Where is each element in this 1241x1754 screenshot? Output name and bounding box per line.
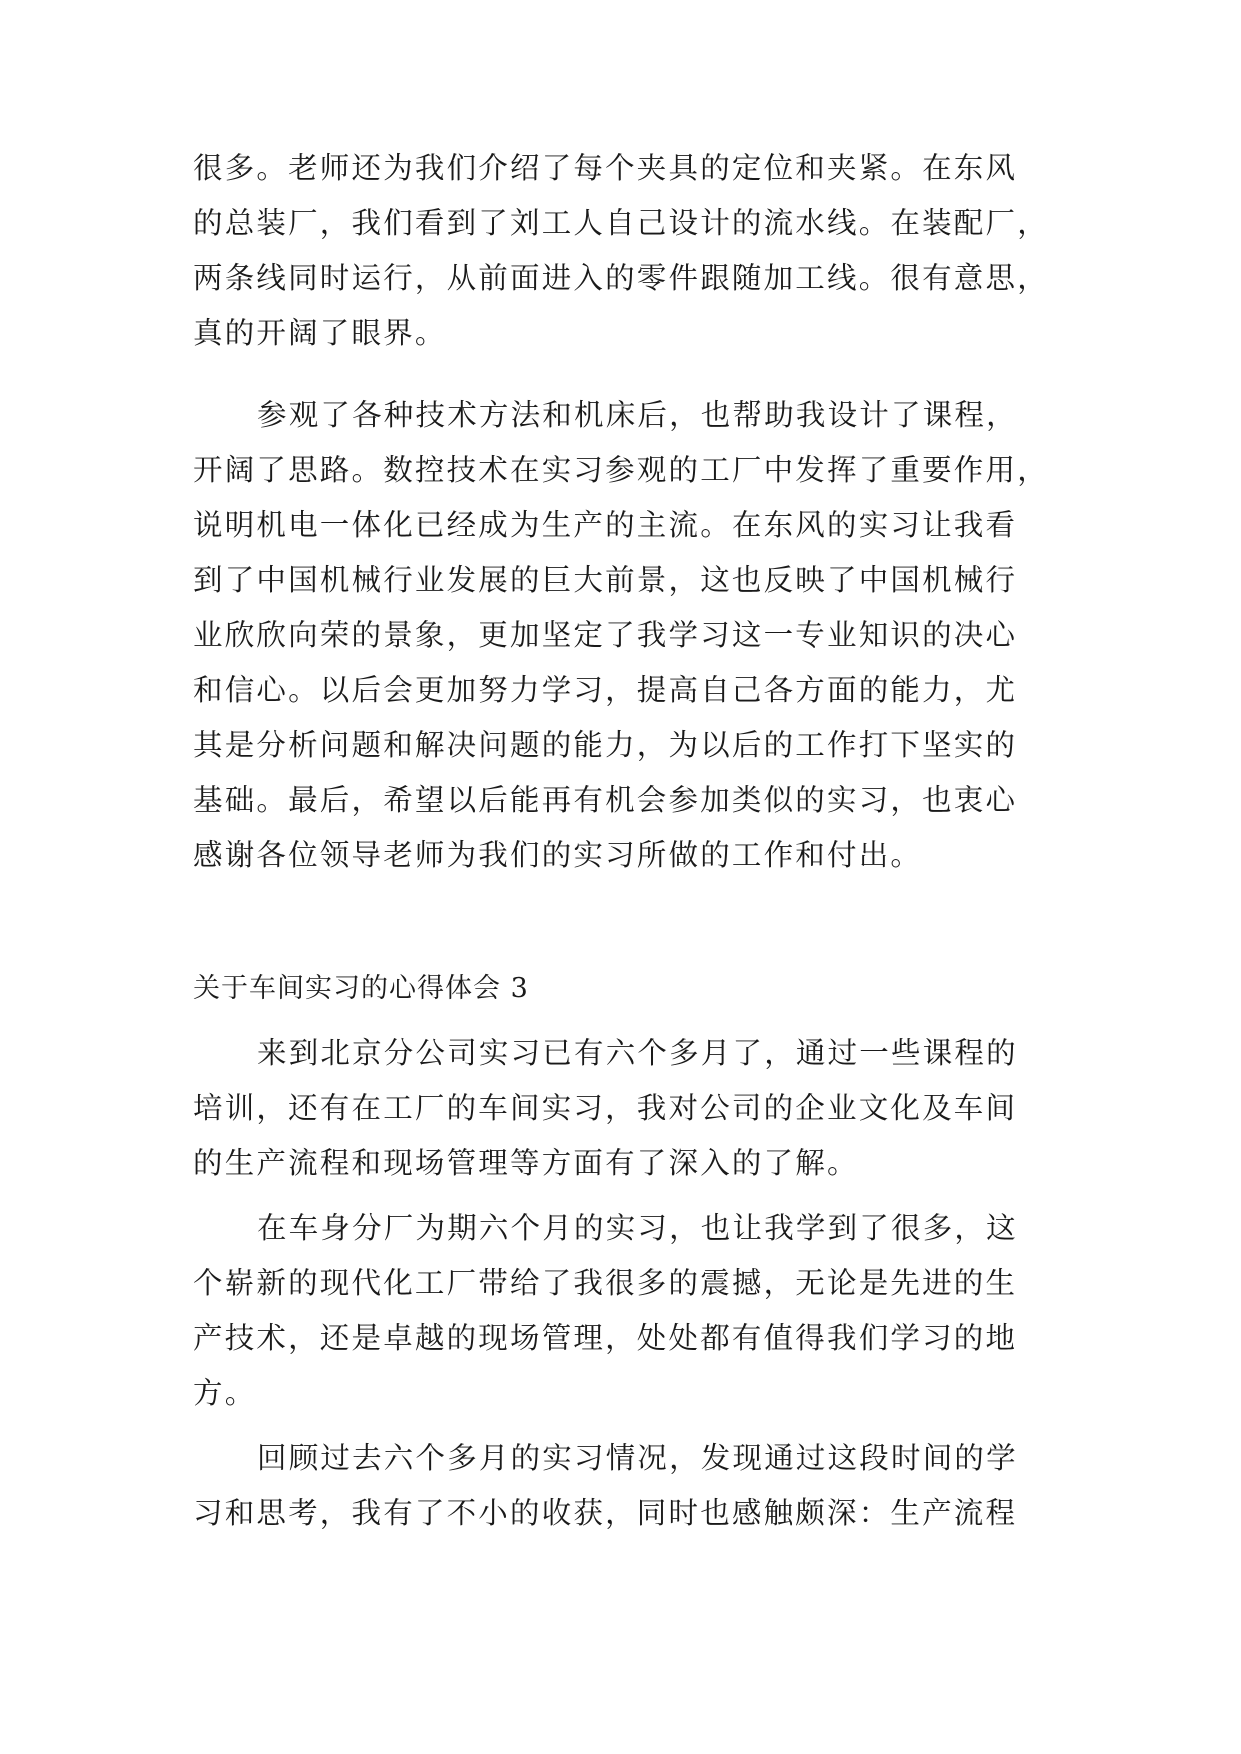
body-text-line: 真的开阔了眼界。: [193, 316, 447, 350]
body-text-line: 到了中国机械行业发展的巨大前景，这也反映了中国机械行: [193, 563, 1018, 597]
body-text-line: 两条线同时运行，从前面进入的零件跟随加工线。很有意思，: [193, 261, 1049, 295]
body-text-line: 开阔了思路。数控技术在实习参观的工厂中发挥了重要作用，: [193, 453, 1049, 487]
body-text-line: 其是分析问题和解决问题的能力，为以后的工作打下坚实的: [193, 728, 1018, 762]
body-text-line: 和信心。以后会更加努力学习，提高自己各方面的能力，尤: [193, 673, 1018, 707]
body-text-line: 参观了各种技术方法和机床后，也帮助我设计了课程，: [257, 398, 1018, 432]
body-text-line: 的生产流程和现场管理等方面有了深入的了解。: [193, 1146, 859, 1180]
body-text-line: 业欣欣向荣的景象，更加坚定了我学习这一专业知识的决心: [193, 618, 1018, 652]
body-text-line: 个崭新的现代化工厂带给了我很多的震撼，无论是先进的生: [193, 1266, 1018, 1300]
section-heading: 关于车间实习的心得体会 3: [193, 973, 529, 1004]
body-text-line: 产技术，还是卓越的现场管理，处处都有值得我们学习的地: [193, 1321, 1018, 1355]
body-text-line: 基础。最后，希望以后能再有机会参加类似的实习，也衷心: [193, 783, 1018, 817]
body-text-line: 回顾过去六个多月的实习情况，发现通过这段时间的学: [257, 1441, 1018, 1475]
body-text-line: 习和思考，我有了不小的收获，同时也感触颇深：生产流程: [193, 1496, 1018, 1530]
body-text-line: 很多。老师还为我们介绍了每个夹具的定位和夹紧。在东风: [193, 151, 1018, 185]
body-text-line: 感谢各位领导老师为我们的实习所做的工作和付出。: [193, 838, 923, 872]
body-text-line: 说明机电一体化已经成为生产的主流。在东风的实习让我看: [193, 508, 1018, 542]
body-text-line: 来到北京分公司实习已有六个多月了，通过一些课程的: [257, 1036, 1018, 1070]
body-text-line: 的总装厂，我们看到了刘工人自己设计的流水线。在装配厂，: [193, 206, 1049, 240]
body-text-line: 在车身分厂为期六个月的实习，也让我学到了很多，这: [257, 1211, 1018, 1245]
body-text-line: 培训，还有在工厂的车间实习，我对公司的企业文化及车间: [193, 1091, 1018, 1125]
body-text-line: 方。: [193, 1376, 257, 1410]
